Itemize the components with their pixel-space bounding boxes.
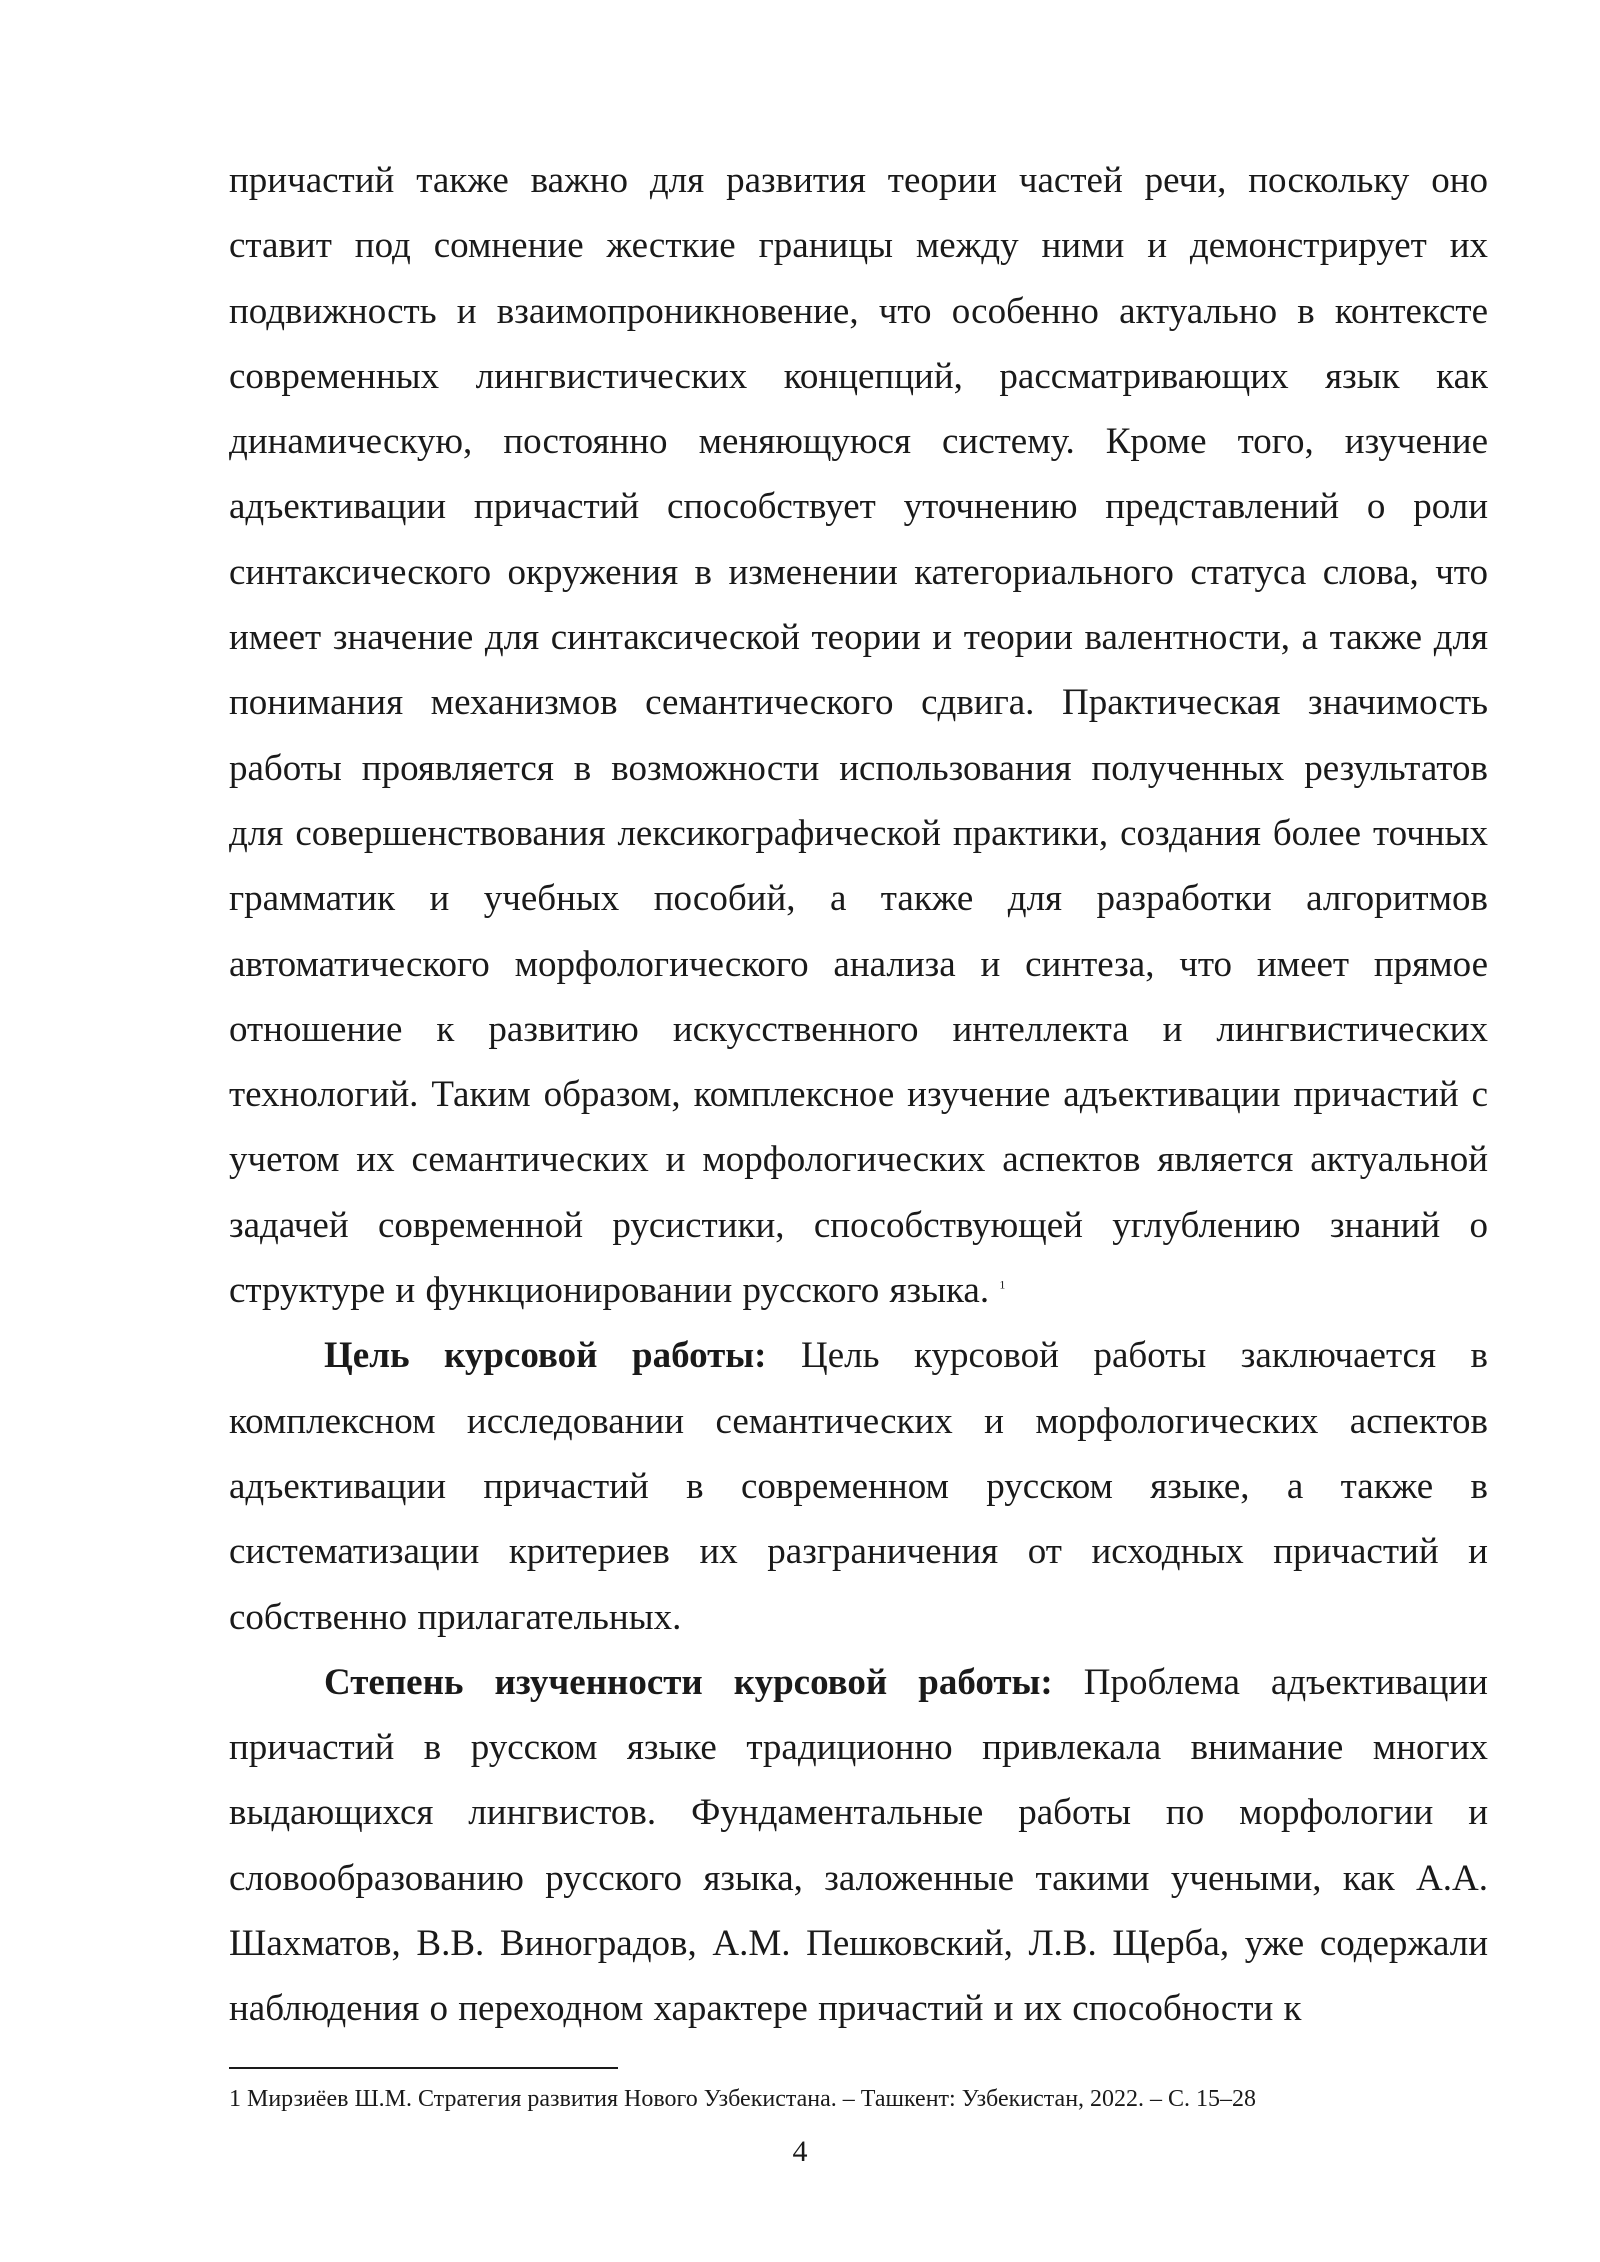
page-number: 4 — [792, 2135, 808, 2168]
footnote-reference: 1 — [999, 1277, 1006, 1292]
paragraph-goal — [229, 1323, 1488, 1649]
footnote-text: Мирзиёев Ш.М. Стратегия развития Нового Узбекистана. – Ташкент: Узбекистан, 2022. – С. 15–28 — [241, 2086, 1257, 2112]
degree-heading: Степень изученности курсовой работы: — [324, 1661, 1053, 1703]
body-text — [229, 148, 1488, 2042]
footnote-number: 1 — [229, 2086, 241, 2112]
degree-text: Проблема адъективации причастий в русском языке традиционно привлекала внимание многих выдающихся лингвистов. Фундаментальные работы по морфологии и словообразованию русского языка, заложенные такими учеными, как А.А. Шахматов, В.В. Виноградов, А.М. Пешковский, Л.В. Щерба, уже содержали наблюдения о переходном характере причастий и их способности к — [229, 1661, 1488, 2030]
paragraph-continued-text: причастий также важно для развития теории частей речи, поскольку оно ставит под сомнение жесткие границы между ними и демонстрирует их подвижность и взаимопроникновение, что особенно актуально в контексте современных лингвистических концепций, рассматривающих язык как динамическую, постоянно меняющуюся систему. Кроме того, изучение адъективации причастий способствует уточнению представлений о роли синтаксического окружения в изменении категориального статуса слова, что имеет значение для синтаксической теории и теории валентности, а также для понимания механизмов семантического сдвига. Практическая значимость работы проявляется в возможности использования полученных результатов для совершенствования лексикографической практики, создания более точных грамматик и учебных пособий, а также для разработки алгоритмов автоматического морфологического анализа и синтеза, что имеет прямое отношение к развитию искусственного интеллекта и лингвистических технологий. Таким образом, комплексное изучение адъективации причастий с учетом их семантических и морфологических аспектов является актуальной задачей современной русистики, способствующей углублению знаний о структуре и функционировании русского языка. — [229, 160, 1488, 1312]
goal-heading: Цель курсовой работы: — [324, 1335, 767, 1377]
paragraph-continued — [229, 148, 1488, 1323]
footnote — [229, 2084, 1488, 2114]
paragraph-degree — [229, 1650, 1488, 2042]
goal-text: Цель курсовой работы заключается в комплексном исследовании семантических и морфологических аспектов адъективации причастий в современном русском языке, а также в систематизации критериев их разграничения от исходных причастий и собственно прилагательных. — [229, 1335, 1489, 1638]
footnote-separator — [229, 2067, 618, 2069]
